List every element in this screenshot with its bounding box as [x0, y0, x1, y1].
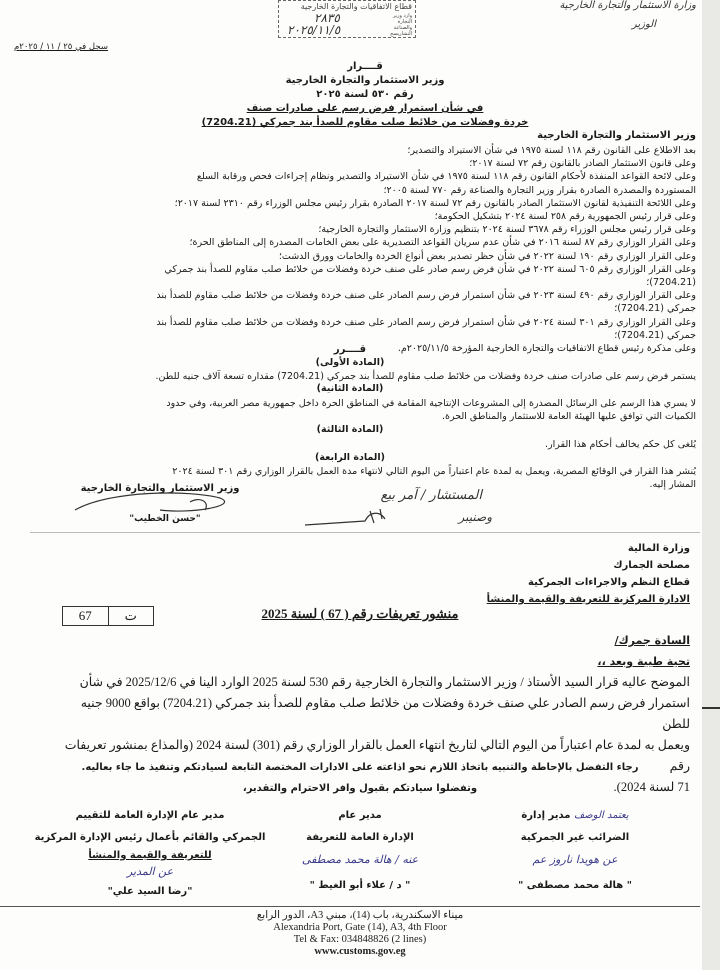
preamble-line: وعلى مذكرة رئيس قطاع الاتفاقيات والتجارة الخارجية المؤرخة ٢٠٢٥/١١/٥م.: [397, 343, 696, 355]
minister-name: "حسن الخطيب": [129, 514, 201, 524]
reference-box: [62, 606, 154, 626]
reference-label: ت: [108, 607, 154, 625]
footer-address-ar: ميناء الاسكندرية، باب (14)، مبني A3، الدور الرابع: [256, 910, 464, 921]
stamp-title: قطاع الاتفاقيات والتجارة الخارجية: [300, 2, 412, 11]
signatory-1: [470, 805, 680, 897]
circular-header-line: قطاع النظم والاجراءات الجمركية: [528, 577, 690, 588]
article-4-text: المشار إليه.: [649, 479, 696, 490]
circular-title: منشور تعريفات رقم ( 67 ) لسنة 2025: [261, 606, 459, 621]
decree-title: قــــرار: [347, 61, 383, 72]
article-2-text: الكميات التي توافق عليها الهيئة العامة للاستثمار والمناطق الحرة.: [442, 411, 696, 422]
decree-issuer: وزير الاستثمار والتجارة الخارجية: [285, 75, 445, 86]
signatory-department: الضرائب غير الجمركية: [520, 832, 630, 843]
preamble-line: وعلى القرار الوزاري رقم ٨٧ لسنة ٢٠١٦ في شأن عدم سريان القواعد التصديرية على بعض الخامات المصدرة إلى المناطق الحرة؛: [189, 237, 696, 249]
stamp-number: ٢٨٣٥: [314, 11, 340, 25]
decree-subject-line2: خردة وفضلات من خلائط صلب مقاوم للصدأ بند جمركي (7204.21): [201, 117, 529, 128]
signatory-handwritten: عن هويدا ناروز عم: [532, 853, 618, 866]
handwritten-note-2: وصنيبر: [458, 510, 492, 524]
preamble-line: بعد الاطلاع على القانون رقم ١١٨ لسنة ١٩٧٥ في شأن الاستيراد والتصدير؛: [407, 145, 696, 156]
registered-date: سجل في ٢٥ / ١١ / ٢٠٢٥م: [14, 42, 108, 52]
signatory-handwritten: عن المدير: [126, 865, 174, 878]
ministry-header: [496, 0, 696, 30]
decree-subject-line1: في شأن استمرار فرض رسم على صادرات صنف: [246, 103, 484, 114]
signatory-department-2: للتعريفة والقيمة والمنشأ: [88, 850, 212, 861]
circular-greeting: تحية طيبة وبعد ،،: [597, 655, 690, 668]
footer: [200, 910, 520, 958]
reference-value: 67: [78, 608, 92, 623]
signatory-department: الإدارة العامة للتعريفة: [306, 832, 414, 843]
circular-body: [50, 672, 690, 798]
circular-header-line: وزارة المالية: [627, 543, 690, 554]
signatory-title: مدير عام: [338, 810, 382, 821]
preamble-line: وعلى القرار الوزاري رقم ٣٠١ لسنة ٢٠٢٤ في شأن استمرار فرض رسم الصادر على صنف خردة وفضلات من خلائط صلب مقاوم للصدأ بند: [156, 316, 696, 328]
preamble-line: وعلى القرار الوزاري رقم ٦٠٥ لسنة ٢٠٢٢ في شأن فرض رسم صادر على صنف خردة وفضلات من خلائط صلب مقاوم للصدأ بند جمركي: [164, 263, 696, 275]
circular-closing: وتفضلوا سيادتكم بقبول وافر الاحترام والتقدير،: [242, 783, 478, 794]
circular-header-line: الادارة المركزية للتعريفة والقيمة والمنشأ: [486, 594, 690, 605]
footer-phone: Tel & Fax: 034848826 (2 lines): [293, 934, 427, 945]
decree-number: رقم ٥٣٠ لسنة ٢٠٢٥: [316, 89, 414, 100]
preamble-line: جمركي (7204.21)؛: [614, 303, 696, 315]
article-3-text: يُلغى كل حكم يخالف أحكام هذا القرار.: [545, 439, 696, 450]
signatory-name: "رضا السيد علي": [107, 886, 193, 897]
circular-body-line: الموضح عاليه قرار السيد الأستاذ / وزير الاستثمار والتجارة الخارجية رقم 530 لسنة 2025 الوارد الينا في 2025/12/6 في شأن: [79, 675, 690, 689]
scan-edge: [702, 0, 720, 970]
preamble-line: وعلى اللائحة التنفيذية لقانون الاستثمار الصادر بالقانون رقم ٧٢ لسنة ٢٠١٧ الصادرة بقرار رئيس مجلس الوزراء رقم ٢٣١٠ لسنة ٢٠١٧؛: [174, 197, 696, 209]
minister-office: الوزير: [631, 19, 656, 30]
preamble-line: وعلى القرار الوزاري رقم ٤٩٠ لسنة ٢٠٢٣ في شأن استمرار فرض رسم الصادر على صنف خردة وفضلات من خلائط صلب مقاوم للصدأ بند: [156, 290, 696, 302]
article-1-heading: (المادة الأولى): [315, 357, 385, 368]
circular-header-line: مصلحة الجمارك: [613, 560, 690, 571]
circular-body-line: ويعمل به لمدة عام اعتباراً من اليوم التالي لتاريخ انتهاء العمل بالقرار الوزاري رقم (301) لسنة 2024 (والمذاع بمنشور تعريفات رقم: [64, 738, 690, 773]
article-2-text: لا يسري هذا الرسم على الرسائل المصدرة إلى المشروعات الإنتاجية المقامة في المناطق الحرة داخل جمهورية مصر العربية، وفي حدود: [166, 398, 696, 409]
preamble-line: وعلى قانون الاستثمار الصادر بالقانون رقم ٧٢ لسنة ٢٠١٧؛: [469, 158, 696, 170]
article-1-text: يستمر فرض رسم على صادرات صنف خردة وفضلات من خلائط صلب مقاوم للصدأ بند جمركي (7204.21) مقداره تسعة آلاف جنيه للطن.: [155, 371, 696, 382]
preamble-line: وعلى لائحة القواعد المنفذة لأحكام القانون رقم ١١٨ لسنة ١٩٧٥ في شأن الاستيراد والتصدير ونظام إجراءات فحص ورقابة السلع: [196, 171, 696, 183]
footer-divider: [0, 906, 700, 907]
signatory-3: [30, 805, 270, 903]
decides-heading: قــــرر: [333, 344, 367, 355]
circular-body-line: استمرار فرض رسم الصادر علي صنف خردة وفضلات من خلائط صلب مقاوم للصدأ بند جمركي (7204.21) بواقع 9000 جنيه للطن: [80, 696, 690, 731]
decree-title-block: [200, 60, 530, 130]
article-4-text: يُنشر هذا القرار في الوقائع المصرية، ويعمل به لمدة عام اعتباراً من اليوم التالي لانتهاء مدة العمل بالقرار الوزاري رقم ٣٠١ لسنة ٢٠٢٤: [172, 466, 696, 477]
preamble-line: وعلى قرار رئيس الجمهورية رقم ٢٥٨ لسنة ٢٠٢٤ بتشكيل الحكومة؛: [434, 211, 696, 223]
signatory-title: مدير عام الإدارة العامة للتقييم: [75, 810, 225, 821]
minister-signature-title: وزير الاستثمار والتجارة الخارجية: [80, 483, 240, 494]
footer-address-en: Alexandria Port, Gate (14), A3, 4th Floor: [273, 922, 447, 933]
preamble-line: وعلى القرار الوزاري رقم ١٩٠ لسنة ٢٠٢٢ في شأن حظر تصدير بعض أنواع الخردة والخامات وورق الدشت؛: [278, 250, 696, 262]
preamble-line: (7204.21)؛: [646, 277, 696, 289]
ministry-name: وزارة الاستثمار والتجارة الخارجية: [559, 0, 696, 11]
incoming-stamp: [278, 0, 416, 38]
signatory-2: [260, 805, 460, 897]
scan-edge-mark: [702, 707, 720, 709]
signatory-department: الجمركي والقائم بأعمال رئيس الإدارة المركزية: [34, 832, 266, 843]
preamble-line: المستوردة والمصدرة الصادرة بقرار وزير التجارة والصناعة رقم ٧٧٠ لسنة ٢٠٠٥؛: [383, 184, 696, 196]
handwritten-note: المستشار / آمر بيع: [380, 488, 482, 503]
signatory-handwritten: عنه / هالة محمد مصطفى: [301, 853, 419, 866]
article-2-heading: (المادة الثانية): [316, 383, 384, 394]
signatory-title: مدير إدارة: [521, 810, 571, 821]
article-3-heading: (المادة الثالثة): [316, 424, 384, 435]
signatory-name: " هالة محمد مصطفى ": [518, 880, 632, 891]
signatory-annotation: يعتمد الوصف: [573, 810, 629, 821]
circular-request: رجاء التفضل بالإحاطة والتنبيه باتخاذ اللازم نحو اذاعته على الادارات المختصة التابعة لسيادتكم وتنفيذ ما جاء بعاليه.: [81, 762, 639, 773]
stamp-side-text: وارد وزير التجارة والصناعة التشاريسج: [390, 13, 412, 37]
preamble-line: جمركي (7204.21)؛: [614, 329, 696, 341]
article-4-heading: (المادة الرابعة): [315, 452, 385, 463]
circular-body-line: 71 لسنة 2024).: [613, 780, 690, 794]
stamp-date: ٢٠٢٥/١١/٥: [287, 23, 341, 37]
circular-addressee: السادة جمرك/: [614, 634, 690, 647]
preamble-list: [6, 144, 696, 355]
handwritten-signature-icon: [300, 505, 400, 530]
preamble-line: وعلى قرار رئيس مجلس الوزراء رقم ٣٦٧٨ لسنة ٢٠٢٤ بتنظيم وزارة الاستثمار والتجارة الخارجية؛: [318, 224, 696, 236]
signatory-name: " د / علاء أبو الغيط ": [309, 880, 411, 891]
circular-header: [390, 540, 690, 608]
section-divider: [30, 532, 700, 533]
footer-website[interactable]: www.customs.gov.eg: [314, 946, 406, 957]
preamble-heading: وزير الاستثمار والتجارة الخارجية: [537, 130, 696, 141]
